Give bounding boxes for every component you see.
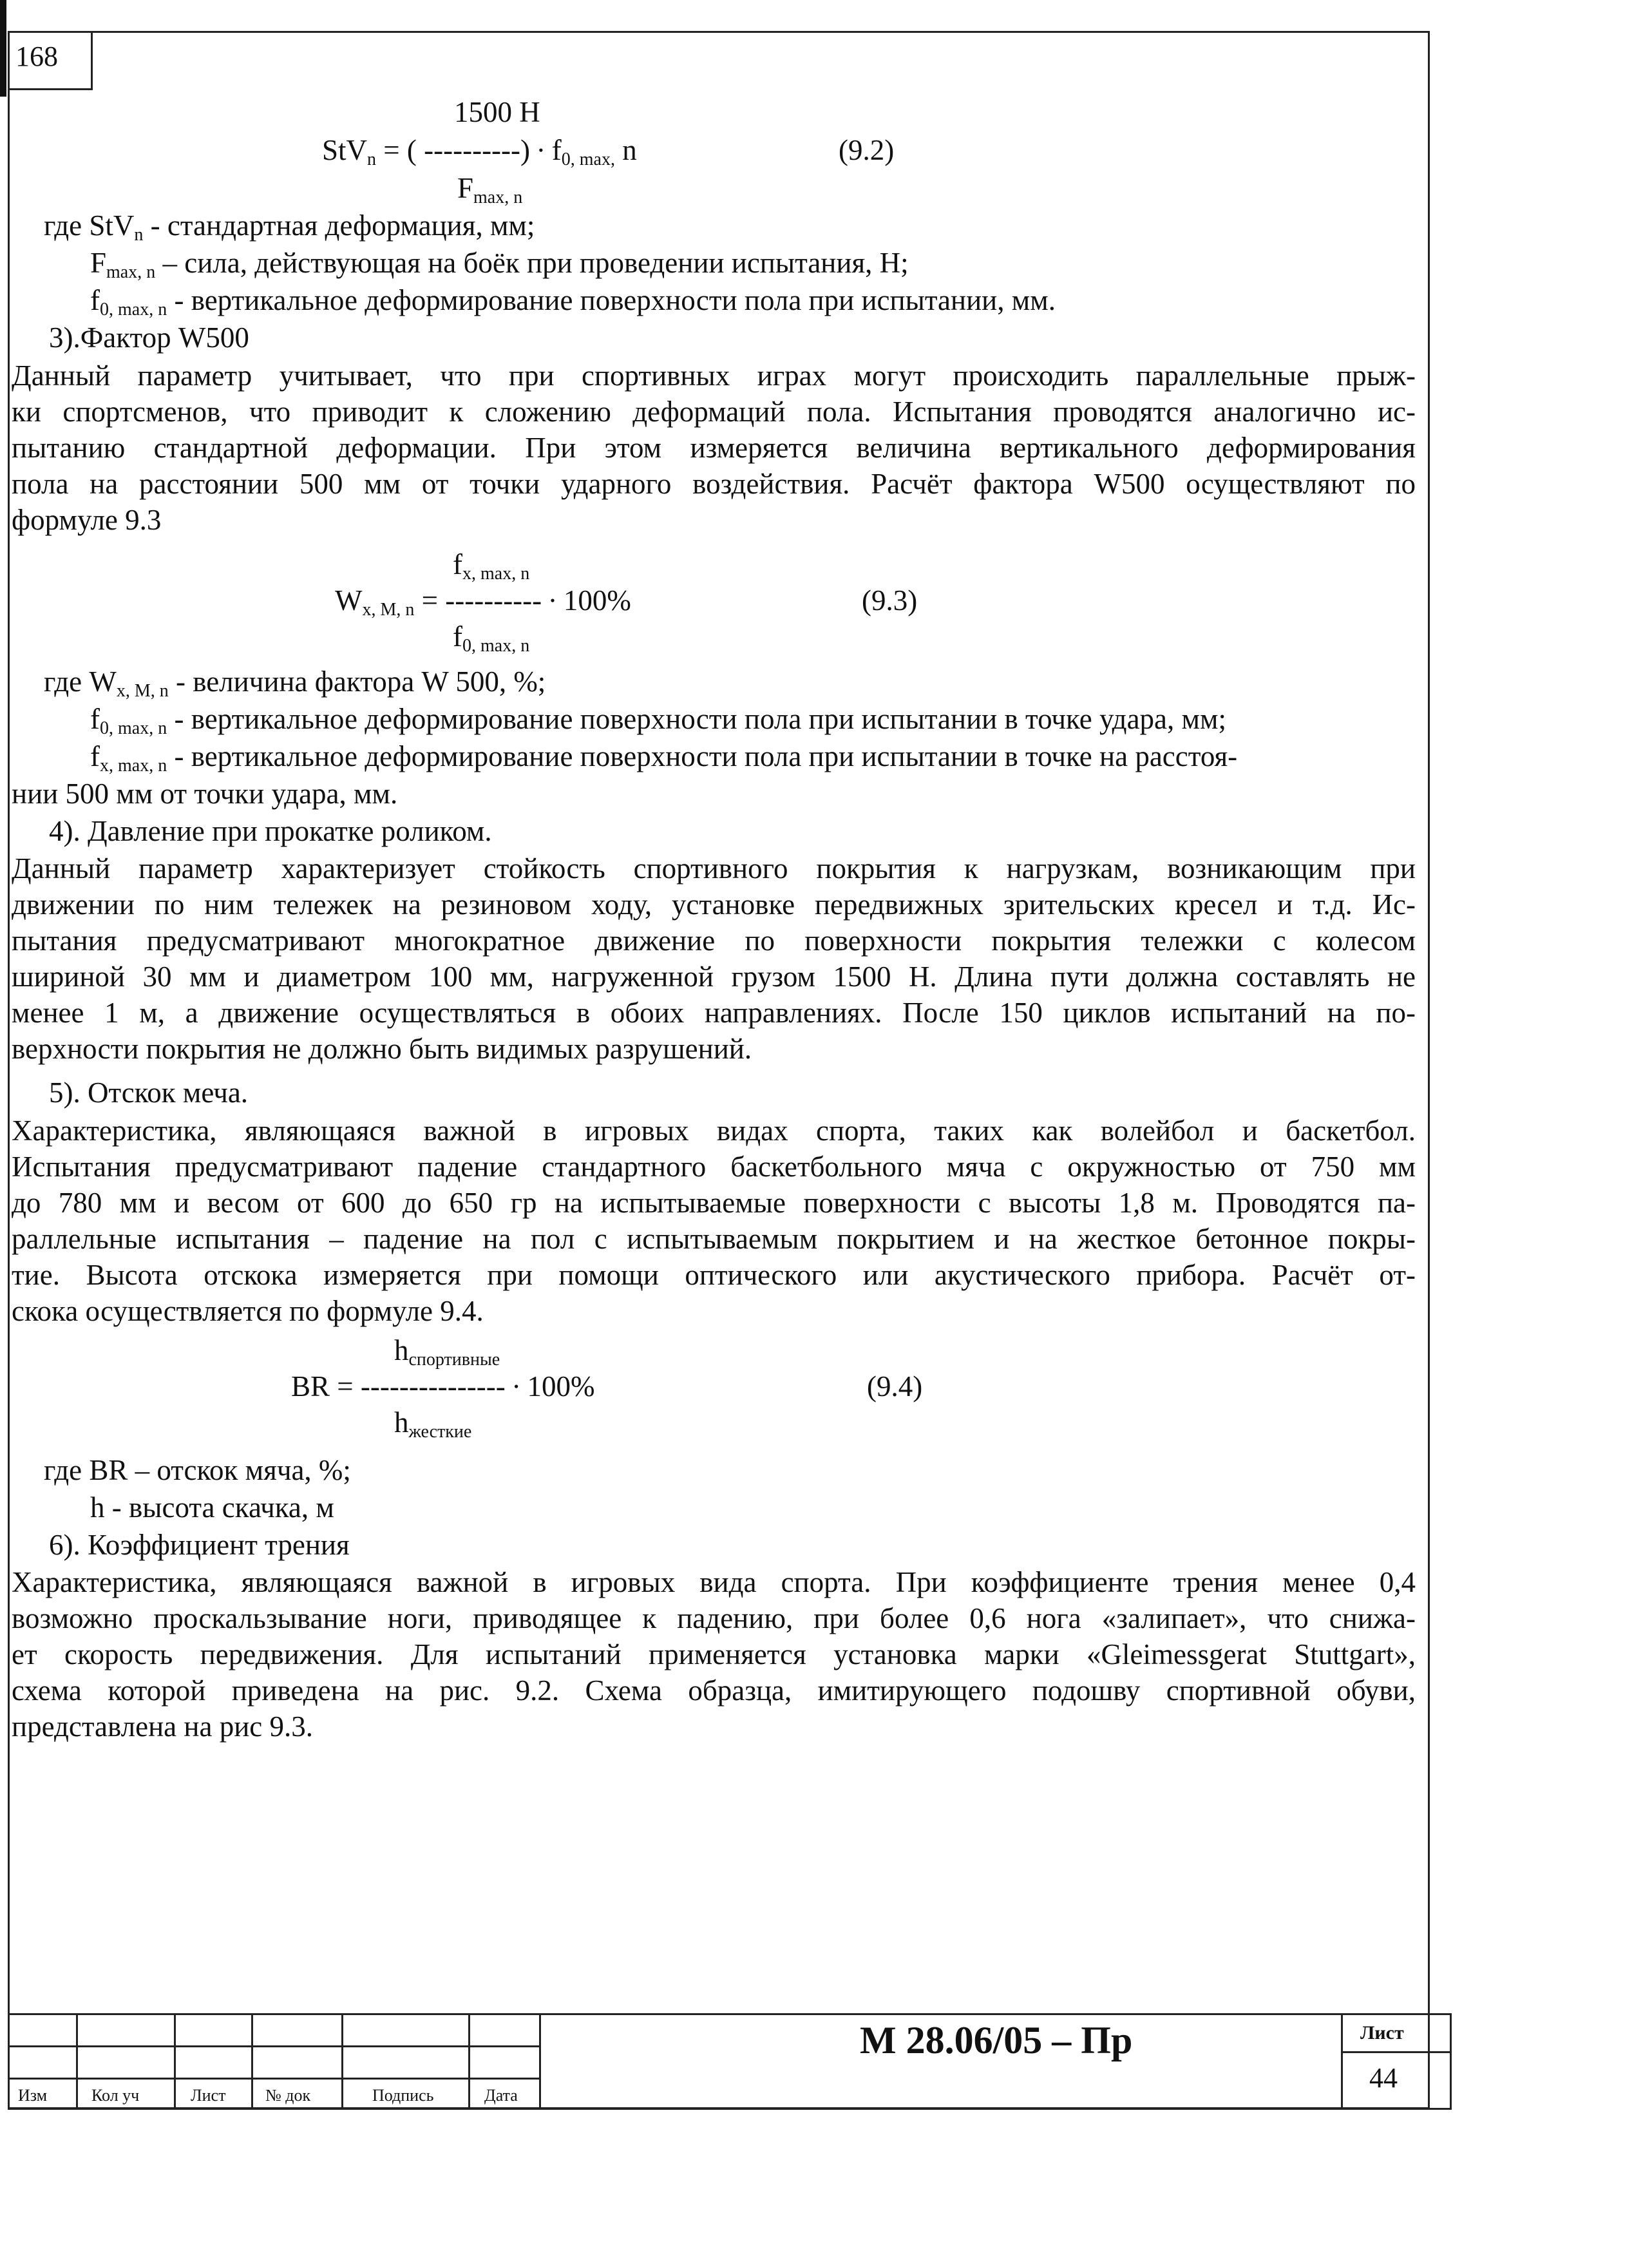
formula-9-3-lhs: W xyxy=(335,584,363,617)
document-code: М 28.06/05 – Пр xyxy=(860,2019,1133,2061)
title-block-top-rule xyxy=(8,2013,1452,2015)
paragraph-line: Характеристика, являющаяся важной в игровых вида спорта. При коэффициенте трения менее 0,4 xyxy=(12,1566,1416,1598)
paragraph-line: движении по ним тележек на резиновом ходу, установке передвижных зрительских кресел и т.д. Ис- xyxy=(12,888,1416,921)
formula-9-3-eq: = xyxy=(414,584,446,617)
formula-9-4-denominator xyxy=(394,1404,471,1450)
formula-9-2-rhs-sub: 0, max, xyxy=(561,149,615,169)
page-number: 168 xyxy=(8,31,93,90)
title-block-col-rule xyxy=(76,2013,78,2110)
where-text: - вертикальное деформирование поверхности пола при испытании в точке на расстоя- xyxy=(167,740,1238,772)
where-9-3-continuation: нии 500 мм от точки удара, мм. xyxy=(12,778,398,810)
title-block-col-rule xyxy=(1450,2013,1452,2110)
title-block-row-rule xyxy=(8,2078,539,2080)
paragraph-line: пытания предусматривают многократное движение по поверхности покрытия тележки с колесом xyxy=(12,924,1416,957)
formula-9-4-denominator-letter: h xyxy=(394,1406,409,1439)
where-sub: max, n xyxy=(106,262,156,282)
formula-9-4-denominator-sub: жесткие xyxy=(408,1422,472,1442)
where-text: - величина фактора W 500, %; xyxy=(168,665,546,698)
where-text: - стандартная деформация, мм; xyxy=(143,209,535,242)
where-prefix: f xyxy=(90,703,100,735)
title-block-col-rule xyxy=(468,2013,470,2110)
formula-9-4-numerator-letter: h xyxy=(394,1334,409,1366)
formula-9-3-numerator-letter: f xyxy=(453,548,462,580)
paragraph-line: формуле 9.3 xyxy=(12,504,162,536)
formula-9-3-numerator-sub: x, max, n xyxy=(462,564,530,584)
paragraph-4 xyxy=(12,850,1416,1067)
paragraph-line: тие. Высота отскока измеряется при помощи оптического или акустического прибора. Расчёт от- xyxy=(12,1259,1416,1291)
where-text: - вертикальное деформирование поверхности пола при испытании, мм. xyxy=(167,284,1056,316)
paragraph-line: схема которой приведена на рис. 9.2. Схема образца, имитирующего подошву спортивной обуви, xyxy=(12,1674,1416,1707)
where-text: - вертикальное деформирование поверхности пола при испытании в точке удара, мм; xyxy=(167,703,1226,735)
formula-9-4-dashes: --------------- ∙ 100% xyxy=(360,1370,595,1402)
formula-9-3-dashes: ---------- ∙ 100% xyxy=(445,584,631,617)
formula-9-2-rhs: ) ∙ f xyxy=(520,134,562,166)
paragraph-line: Характеристика, являющаяся важной в игровых видах спорта, таких как волейбол и баскетбол. xyxy=(12,1114,1416,1147)
formula-9-2-numerator: 1500 H xyxy=(454,96,540,128)
sheet-label: Лист xyxy=(1360,2022,1404,2043)
title-block-col-rule xyxy=(539,2013,541,2110)
heading-5: 5). Отскок меча. xyxy=(49,1076,249,1109)
col-label-date: Дата xyxy=(484,2086,518,2105)
paragraph-line: раллельные испытания – падение на пол с испытываемым покрытием и на жесткое бетонное покры- xyxy=(12,1223,1416,1255)
where-prefix: F xyxy=(90,247,107,279)
paragraph-5 xyxy=(12,1113,1416,1329)
paragraph-line: Данный параметр характеризует стойкость спортивного покрытия к нагрузкам, возникающим при xyxy=(12,852,1416,885)
where-9-4-line-1: где BR – отскок мяча, %; xyxy=(44,1454,351,1486)
paragraph-line: верхности покрытия не должно быть видимых разрушений. xyxy=(12,1033,752,1065)
where-sub: x, M, n xyxy=(116,681,169,701)
paragraph-3 xyxy=(12,358,1416,538)
paragraph-line: шириной 30 мм и диаметром 100 мм, нагруженной грузом 1500 Н. Длина пути должна составлять не xyxy=(12,961,1416,993)
formula-9-4-line xyxy=(291,1368,594,1404)
where-sub: 0, max, n xyxy=(100,300,167,320)
sheet-number: 44 xyxy=(1369,2062,1398,2094)
formula-9-4-lhs: BR = xyxy=(291,1370,361,1402)
title-block-bottom-rule xyxy=(8,2108,1452,2110)
formula-9-2-dashes: ---------- xyxy=(424,134,521,166)
col-label-kol-uch: Кол уч xyxy=(91,2086,140,2105)
paragraph-line: Данный параметр учитывает, что при спортивных играх могут происходить параллельные прыж- xyxy=(12,359,1416,392)
paragraph-6 xyxy=(12,1564,1416,1745)
left-margin-bar xyxy=(0,0,6,97)
formula-9-3-label: (9.3) xyxy=(862,584,918,617)
heading-4: 4). Давление при прокатке роликом. xyxy=(49,815,492,847)
paragraph-line: Испытания предусматривают падение стандартного баскетбольного мяча с окружностью от 750 мм xyxy=(12,1151,1416,1183)
paragraph-line: менее 1 м, а движение осуществляться в обоих направлениях. После 150 циклов испытаний на по- xyxy=(12,997,1416,1029)
where-sub: 0, max, n xyxy=(100,718,167,738)
where-9-4-line-2: h - высота скачка, м xyxy=(90,1491,334,1524)
col-label-list: Лист xyxy=(191,2086,226,2105)
paragraph-line: пола на расстоянии 500 мм от точки ударного воздействия. Расчёт фактора W500 осуществляют по xyxy=(12,468,1416,500)
formula-9-3-denominator xyxy=(453,618,529,664)
heading-3: 3).Фактор W500 xyxy=(49,321,249,354)
formula-9-2-eq: = ( xyxy=(383,134,417,166)
formula-9-4-label: (9.4) xyxy=(867,1370,923,1402)
title-block-row-rule xyxy=(8,2045,539,2047)
sheet-cell-rule xyxy=(1341,2051,1452,2053)
heading-6: 6). Коэффициент трения xyxy=(49,1529,350,1561)
formula-9-3-lhs-sub: x, M, n xyxy=(362,600,415,620)
where-prefix: где W xyxy=(44,665,117,698)
paragraph-line: ки спортсменов, что приводит к сложению деформаций пола. Испытания проводятся аналогично ис- xyxy=(12,396,1416,428)
formula-9-2-lhs-sub: n xyxy=(367,149,377,169)
paragraph-line: возможно проскальзывание ноги, приводящее к падению, при более 0,6 нога «залипает», что снижа- xyxy=(12,1602,1416,1634)
formula-9-2-rhs-tail: n xyxy=(614,134,637,166)
where-prefix: f xyxy=(90,740,100,772)
paragraph-line: представлена на рис 9.3. xyxy=(12,1710,314,1743)
where-text: – сила, действующая на боёк при проведении испытания, Н; xyxy=(155,247,909,279)
title-block-col-rule xyxy=(1341,2013,1343,2110)
paragraph-line: до 780 мм и весом от 600 до 650 гр на испытываемые поверхности с высоты 1,8 м. Проводятся па- xyxy=(12,1187,1416,1219)
formula-9-4-numerator-sub: спортивные xyxy=(408,1350,500,1370)
formula-9-3-denominator-letter: f xyxy=(453,620,462,653)
paragraph-line: ет скорость передвижения. Для испытаний применяется установка марки «Gleimessgerat Stuttgart», xyxy=(12,1638,1416,1670)
where-sub: x, max, n xyxy=(100,756,167,776)
formula-9-2-denominator-letter: F xyxy=(457,172,474,204)
where-prefix: где StV xyxy=(44,209,135,242)
where-prefix: f xyxy=(90,284,100,316)
paragraph-line: скока осуществляется по формуле 9.4. xyxy=(12,1295,484,1327)
title-block-col-rule xyxy=(341,2013,343,2110)
where-sub: n xyxy=(134,225,144,245)
col-label-izm: Изм xyxy=(18,2086,48,2105)
formula-9-2-lhs: StV xyxy=(322,134,368,166)
col-label-doc-no: № док xyxy=(265,2086,311,2105)
title-block-col-rule xyxy=(174,2013,176,2110)
formula-9-3-denominator-sub: 0, max, n xyxy=(462,636,530,656)
paragraph-line: пытанию стандартной деформации. При этом измеряется величина вертикального деформирования xyxy=(12,432,1416,464)
formula-9-2-denominator-sub: max, n xyxy=(473,187,523,207)
formula-9-2-label: (9.2) xyxy=(839,134,895,166)
col-label-signature: Подпись xyxy=(372,2086,434,2105)
title-block-col-rule xyxy=(251,2013,253,2110)
